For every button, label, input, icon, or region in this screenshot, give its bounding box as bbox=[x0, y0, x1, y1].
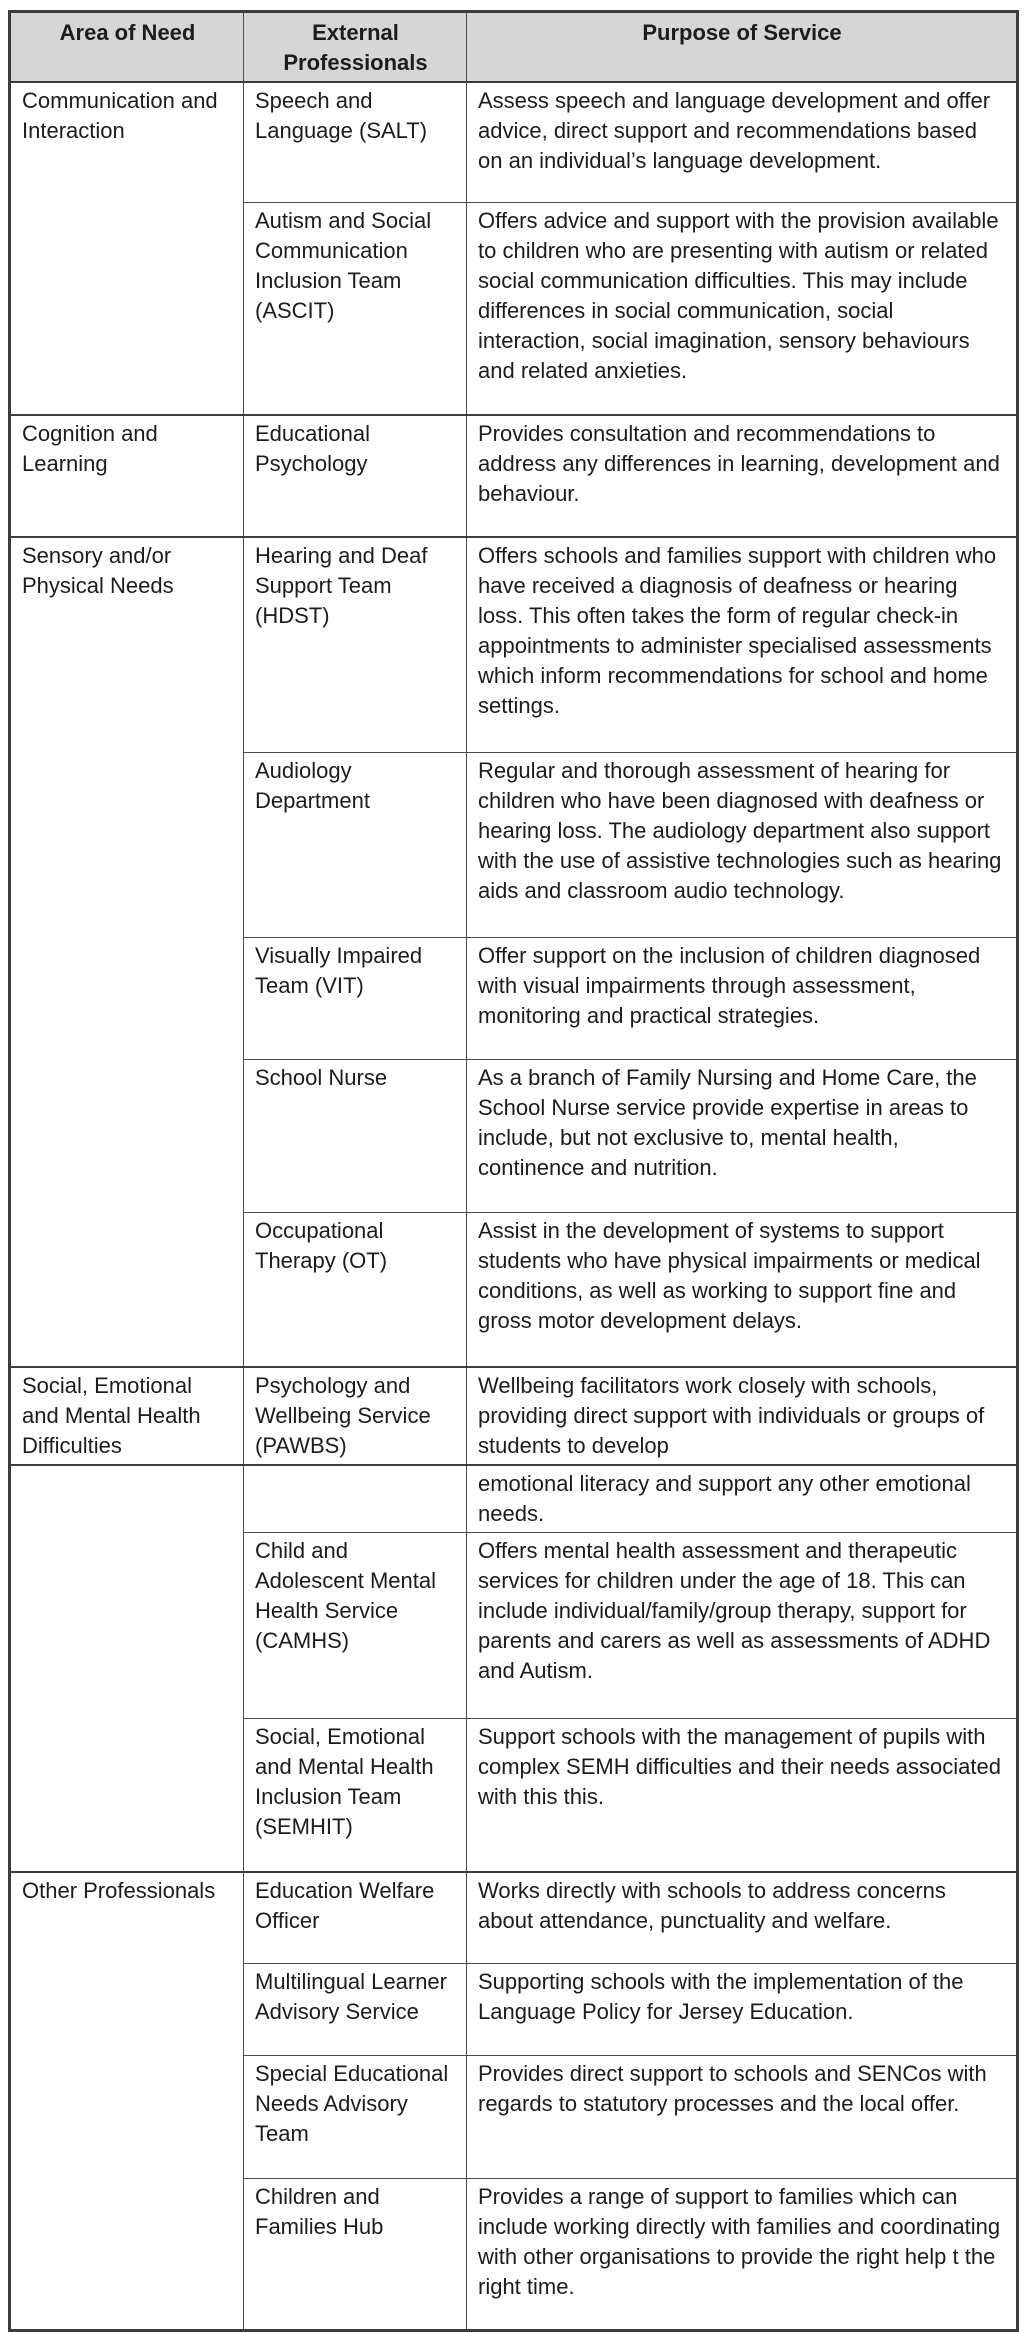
purpose-cell-hdst: Offers schools and families support with children who have received a diagnosis of deafness or hearing loss. This often takes the form of regular check-in appointments to administer specialised assessments which inform recommendations for school and home settings. bbox=[467, 537, 1018, 752]
professional-cell-salt: Speech and Language (SALT) bbox=[244, 82, 467, 202]
purpose-cell-semhit: Support schools with the management of pupils with complex SEMH difficulties and their needs associated with this this. bbox=[467, 1719, 1018, 1872]
professional-cell-multilingual-learner: Multilingual Learner Advisory Service bbox=[244, 1964, 467, 2056]
header-row bbox=[10, 12, 1018, 83]
column-header-area-of-need: Area of Need bbox=[10, 12, 244, 83]
purpose-cell-children-families-hub: Provides a range of support to families which can include working directly with families and coordinating with other organisations to provide the right help t the right time. bbox=[467, 2179, 1018, 2331]
purpose-cell-pawbs: Wellbeing facilitators work closely with schools, providing direct support with individuals or groups of students to develop bbox=[467, 1367, 1018, 1465]
area-cell-semh-continuation bbox=[10, 1465, 244, 1872]
table-row bbox=[10, 537, 1018, 752]
table-row bbox=[10, 1872, 1018, 1964]
professional-cell-school-nurse: School Nurse bbox=[244, 1059, 467, 1212]
professional-cell-vit: Visually Impaired Team (VIT) bbox=[244, 937, 467, 1059]
area-cell-cognition-learning: Cognition and Learning bbox=[10, 415, 244, 537]
professional-cell-semhit: Social, Emotional and Mental Health Inclusion Team (SEMHIT) bbox=[244, 1719, 467, 1872]
area-cell-communication-interaction: Communication and Interaction bbox=[10, 82, 244, 415]
purpose-cell-audiology: Regular and thorough assessment of hearing for children who have been diagnosed with deafness or hearing loss. The audiology department also support with the use of assistive technologies such as hearing aids and classroom audio technology. bbox=[467, 752, 1018, 937]
professional-cell-hdst: Hearing and Deaf Support Team (HDST) bbox=[244, 537, 467, 752]
table-row bbox=[10, 415, 1018, 537]
purpose-cell-salt: Assess speech and language development and offer advice, direct support and recommendations based on an individual’s language development. bbox=[467, 82, 1018, 202]
table-row bbox=[10, 82, 1018, 202]
professional-cell-ascit: Autism and Social Communication Inclusion Team (ASCIT) bbox=[244, 202, 467, 415]
professional-cell-audiology: Audiology Department bbox=[244, 752, 467, 937]
purpose-cell-school-nurse: As a branch of Family Nursing and Home Care, the School Nurse service provide expertise in areas to include, but not exclusive to, mental health, continence and nutrition. bbox=[467, 1059, 1018, 1212]
purpose-cell-educational-psychology: Provides consultation and recommendations to address any differences in learning, development and behaviour. bbox=[467, 415, 1018, 537]
professional-cell-pawbs: Psychology and Wellbeing Service (PAWBS) bbox=[244, 1367, 467, 1465]
purpose-cell-ot: Assist in the development of systems to support students who have physical impairments or medical conditions, as well as working to support fine and gross motor development delays. bbox=[467, 1212, 1018, 1367]
table-row bbox=[10, 1367, 1018, 1465]
column-header-purpose-of-service: Purpose of Service bbox=[467, 12, 1018, 83]
table-row bbox=[10, 1465, 1018, 1533]
area-cell-semh-difficulties: Social, Emotional and Mental Health Difficulties bbox=[10, 1367, 244, 1465]
professional-cell-education-welfare-officer: Education Welfare Officer bbox=[244, 1872, 467, 1964]
purpose-cell-education-welfare-officer: Works directly with schools to address concerns about attendance, punctuality and welfare. bbox=[467, 1872, 1018, 1964]
purpose-cell-vit: Offer support on the inclusion of children diagnosed with visual impairments through assessment, monitoring and practical strategies. bbox=[467, 937, 1018, 1059]
professional-cell-educational-psychology: Educational Psychology bbox=[244, 415, 467, 537]
professional-cell-ot: Occupational Therapy (OT) bbox=[244, 1212, 467, 1367]
purpose-cell-ascit: Offers advice and support with the provision available to children who are presenting with autism or related social communication difficulties. This may include differences in social communication, social interaction, social imagination, sensory behaviours and related anxieties. bbox=[467, 202, 1018, 415]
professional-cell-pawbs-continuation bbox=[244, 1465, 467, 1533]
column-header-external-professionals: External Professionals bbox=[244, 12, 467, 83]
area-cell-sensory-physical: Sensory and/or Physical Needs bbox=[10, 537, 244, 1367]
support-services-table bbox=[8, 10, 1019, 2332]
purpose-cell-sen-advisory-team: Provides direct support to schools and SENCos with regards to statutory processes and the local offer. bbox=[467, 2056, 1018, 2179]
professional-cell-children-families-hub: Children and Families Hub bbox=[244, 2179, 467, 2331]
purpose-cell-multilingual-learner: Supporting schools with the implementation of the Language Policy for Jersey Education. bbox=[467, 1964, 1018, 2056]
purpose-cell-camhs: Offers mental health assessment and therapeutic services for children under the age of 18. This can include individual/family/group therapy, support for parents and carers as well as assessments of ADHD and Autism. bbox=[467, 1533, 1018, 1719]
professional-cell-camhs: Child and Adolescent Mental Health Service (CAMHS) bbox=[244, 1533, 467, 1719]
area-cell-other-professionals: Other Professionals bbox=[10, 1872, 244, 2331]
professional-cell-sen-advisory-team: Special Educational Needs Advisory Team bbox=[244, 2056, 467, 2179]
purpose-cell-pawbs-continuation: emotional literacy and support any other emotional needs. bbox=[467, 1465, 1018, 1533]
